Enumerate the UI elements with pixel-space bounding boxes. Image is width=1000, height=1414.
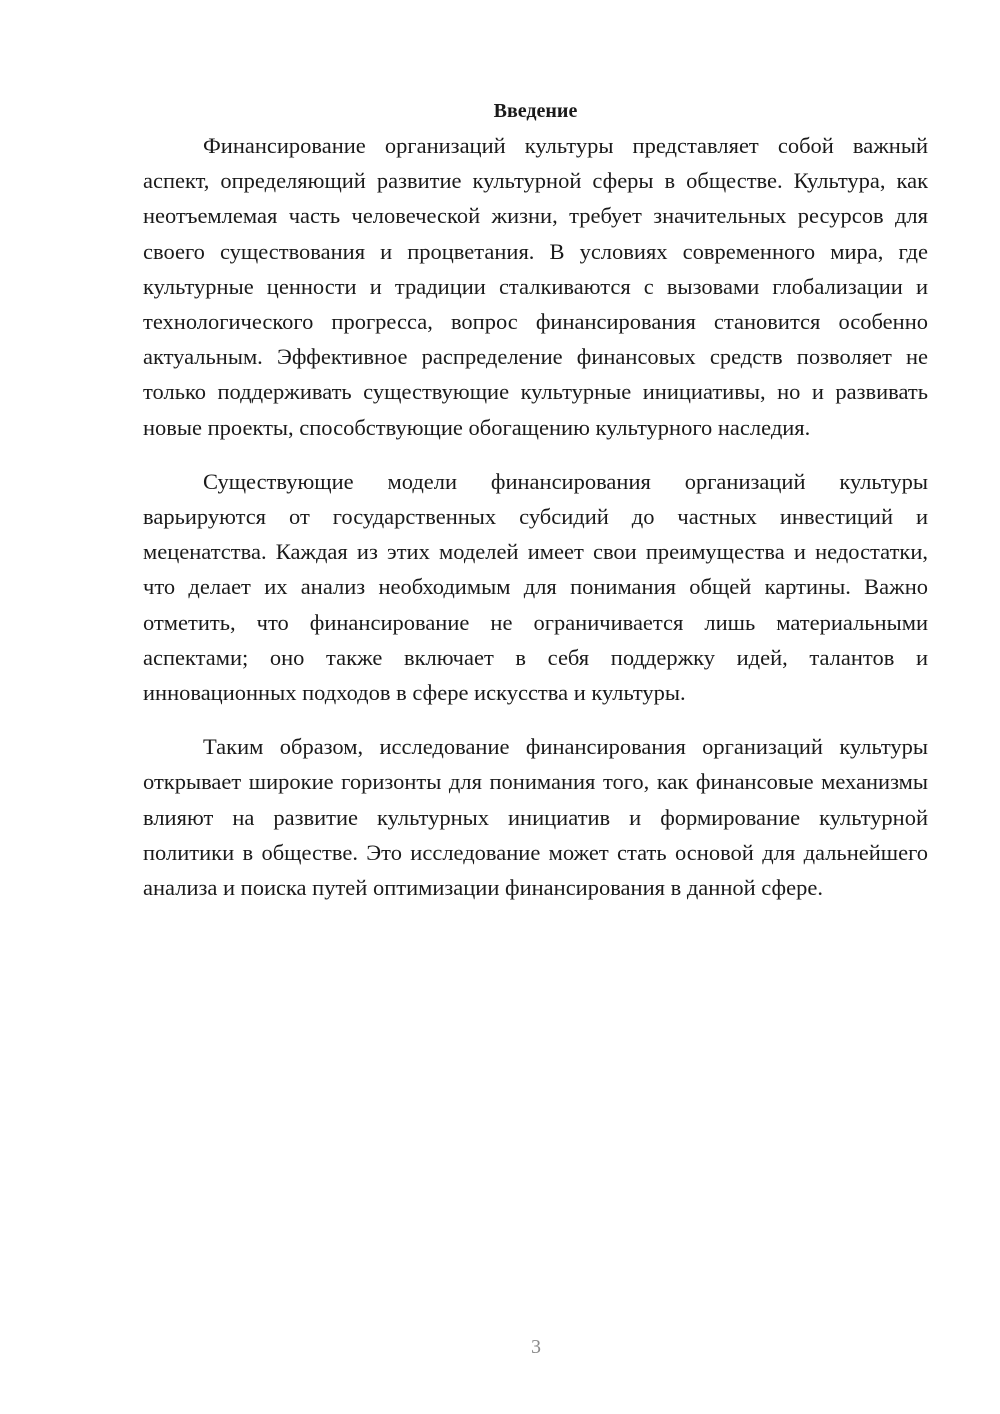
paragraph-2: Существующие модели финансирования организаций культуры варьируются от государственных субсидий до частных инвестиций и меценатства. Каждая из этих моделей имеет свои преимущества и недостатки, что делает их анализ необходимым для понимания общей картины. Важно отметить, что финансирование не ограничивается лишь материальными аспектами; оно также включает в себя поддержку идей, талантов и инновационных подходов в сфере искусства и культуры. <box>143 468 928 706</box>
page-content <box>143 96 928 924</box>
section-title: Введение <box>493 100 578 122</box>
paragraph-1: Финансирование организаций культуры представляет собой важный аспект, определяющий развитие культурной сферы в обществе. Культура, как неотъемлемая часть человеческой жизни, требует значительных ресурсов для своего существования и процветания. В условиях современного мира, где культурные ценности и традиции сталкиваются с вызовами глобализации и технологического прогресса, вопрос финансирования становится особенно актуальным. Эффективное распределение финансовых средств позволяет не только поддерживать существующие культурные инициативы, но и развивать новые проекты, способствующие обогащению культурного наследия. <box>143 133 928 440</box>
paragraph-3: Таким образом, исследование финансирования организаций культуры открывает широкие горизонты для понимания того, как финансовые механизмы влияют на развитие культурных инициатив и формирование культурной политики в обществе. Это исследование может стать основой для дальнейшего анализа и поиска путей оптимизации финансирования в данной сфере. <box>143 734 928 901</box>
page-number: 3 <box>531 1336 541 1358</box>
